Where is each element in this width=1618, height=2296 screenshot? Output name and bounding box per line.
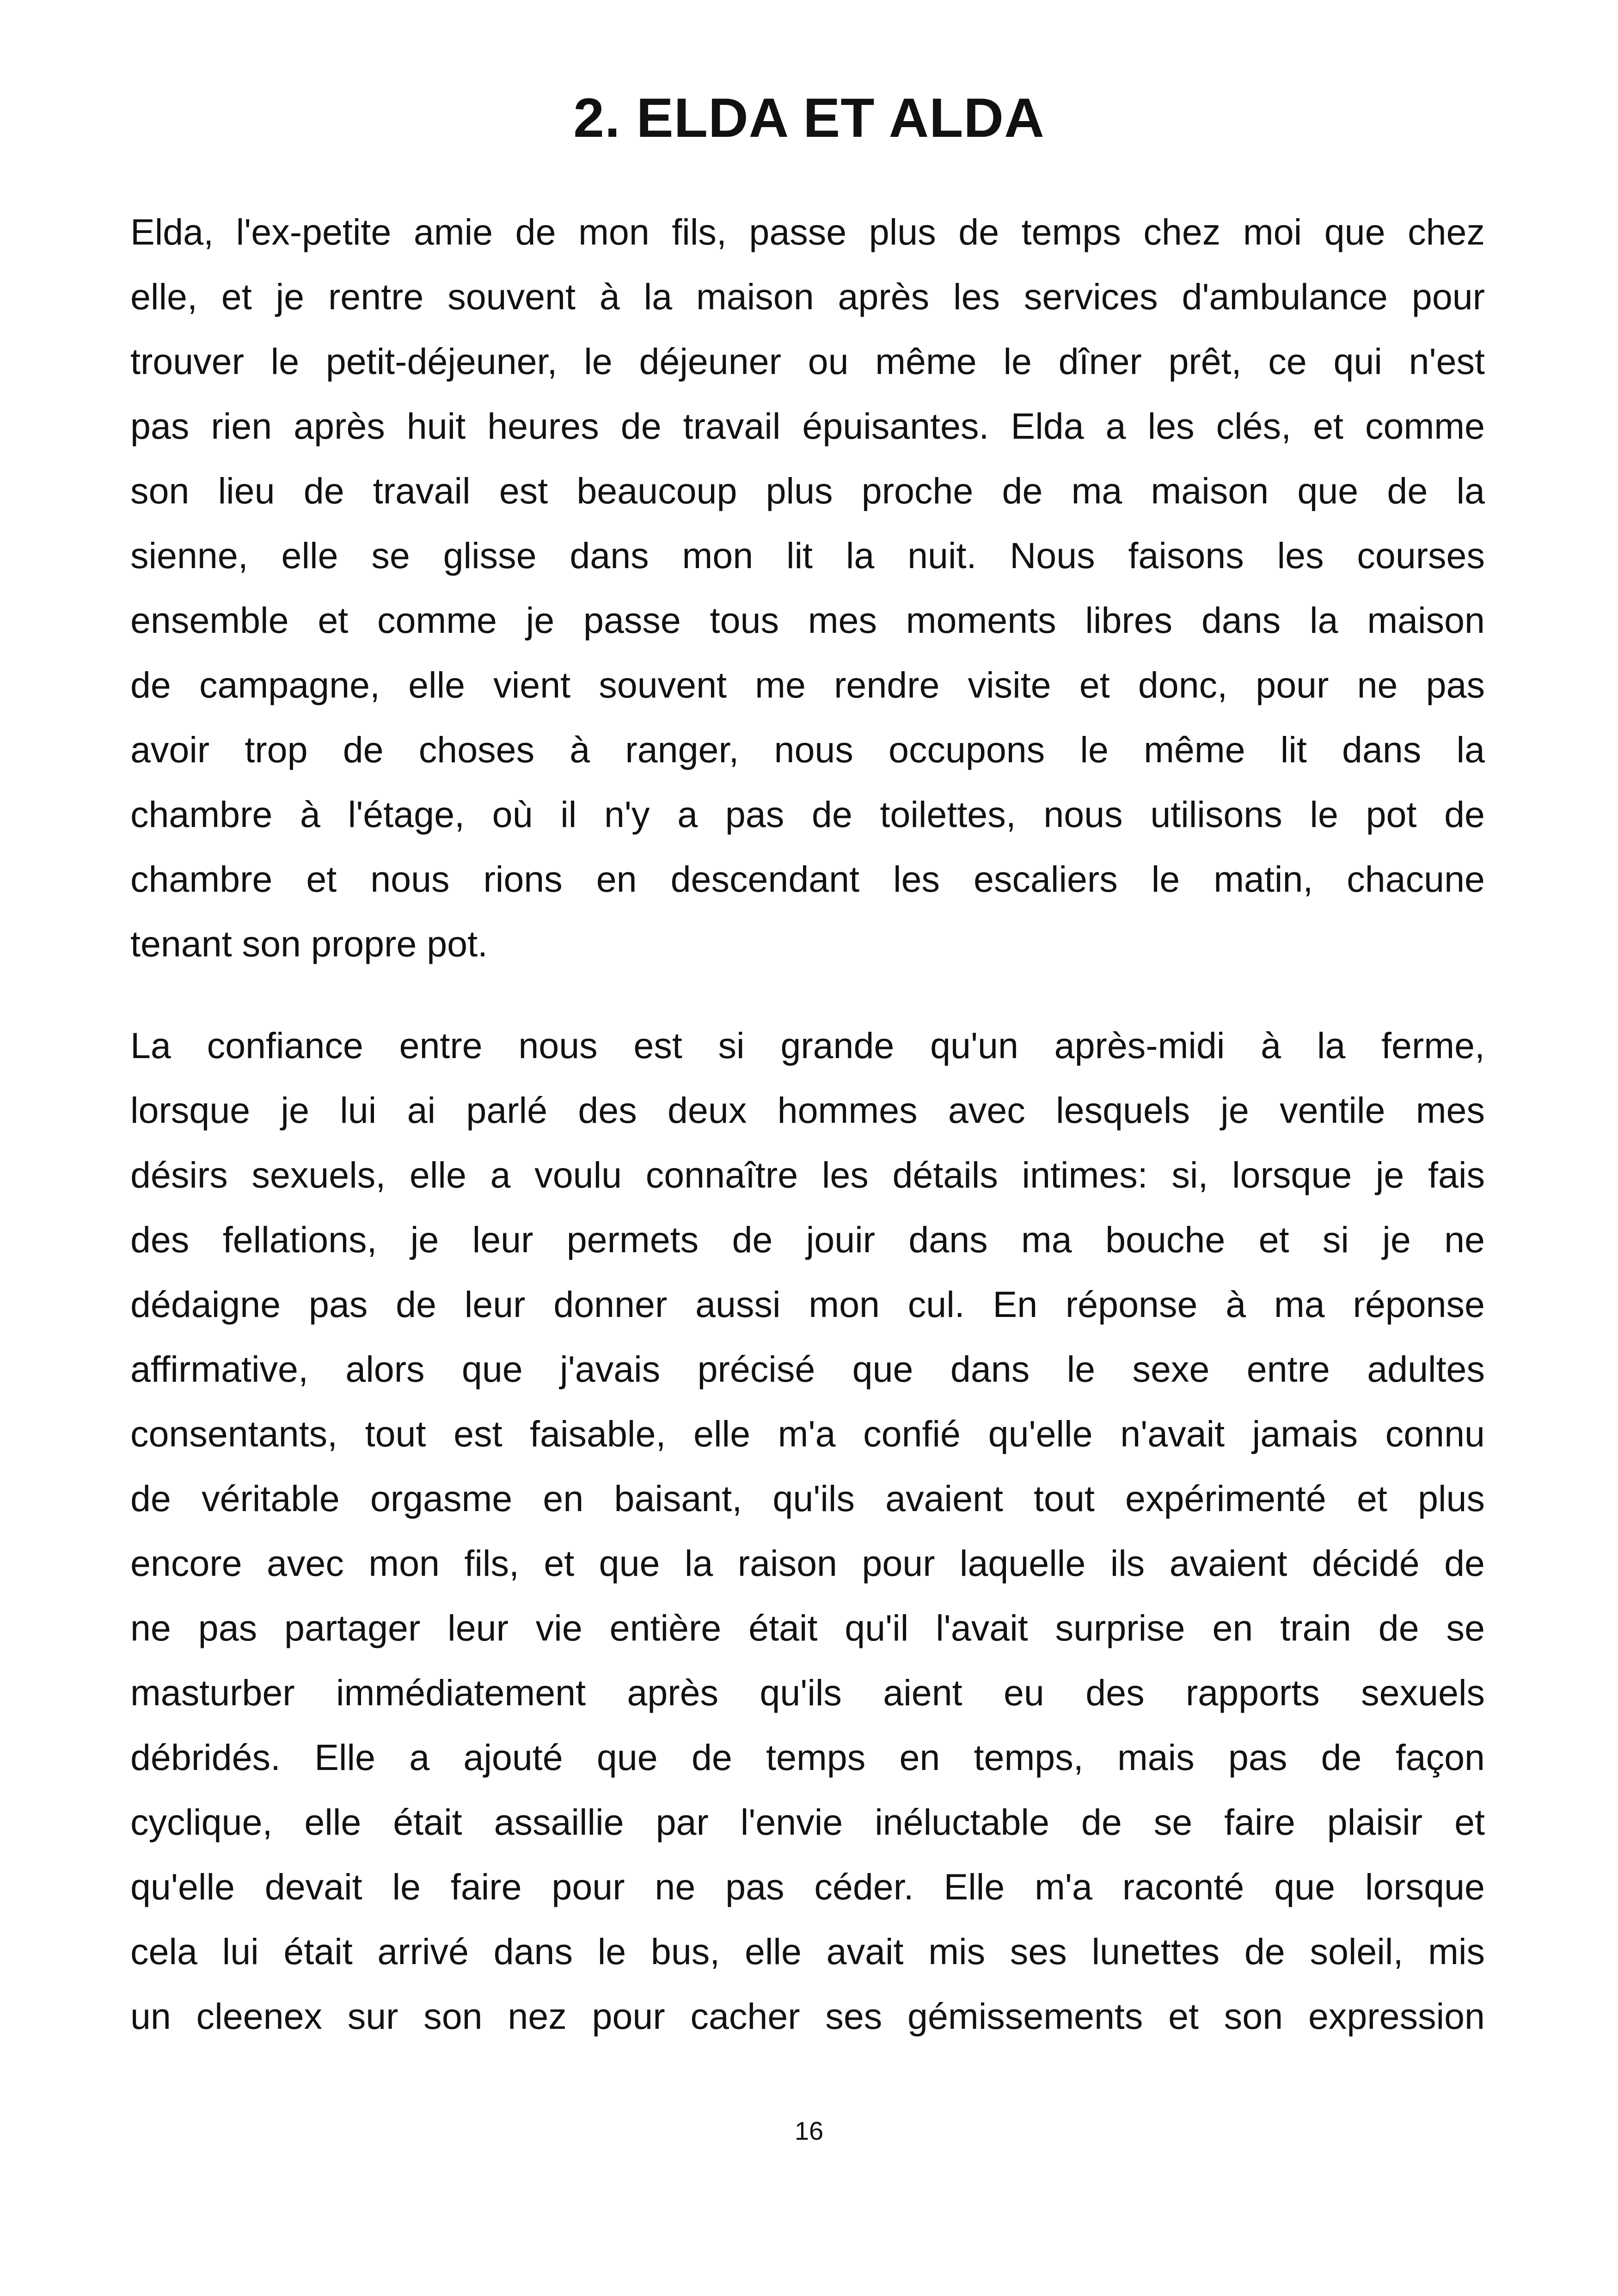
- text-line: son lieu de travail est beaucoup plus proche de ma maison que de la: [130, 470, 1485, 511]
- text-line: des fellations, je leur permets de jouir dans ma bouche et si je ne: [130, 1219, 1485, 1260]
- paragraph-2: [130, 1013, 1485, 2049]
- page-number: 16: [794, 2116, 824, 2145]
- text-line: un cleenex sur son nez pour cacher ses gémissements et son expression: [130, 1996, 1485, 2037]
- text-line: affirmative, alors que j'avais précisé que dans le sexe entre adultes: [130, 1348, 1485, 1390]
- text-line: La confiance entre nous est si grande qu'un après-midi à la ferme,: [130, 1025, 1485, 1066]
- text-line: encore avec mon fils, et que la raison pour laquelle ils avaient décidé de: [130, 1543, 1485, 1584]
- text-line: sienne, elle se glisse dans mon lit la nuit. Nous faisons les courses: [130, 535, 1485, 576]
- chapter-title: 2. ELDA ET ALDA: [573, 87, 1045, 149]
- text-line: pas rien après huit heures de travail épuisantes. Elda a les clés, et comme: [130, 405, 1485, 447]
- text-line: débridés. Elle a ajouté que de temps en temps, mais pas de façon: [130, 1737, 1485, 1778]
- text-line: Elda, l'ex-petite amie de mon fils, passe plus de temps chez moi que chez: [130, 211, 1485, 252]
- text-line: ensemble et comme je passe tous mes moments libres dans la maison: [130, 600, 1485, 641]
- text-line: chambre et nous rions en descendant les escaliers le matin, chacune: [130, 858, 1485, 900]
- text-line: lorsque je lui ai parlé des deux hommes avec lesquels je ventile mes: [130, 1090, 1485, 1131]
- text-line: de campagne, elle vient souvent me rendre visite et donc, pour ne pas: [130, 664, 1485, 705]
- text-line: masturber immédiatement après qu'ils aient eu des rapports sexuels: [130, 1672, 1485, 1713]
- text-line: tenant son propre pot.: [130, 923, 488, 964]
- text-line: consentants, tout est faisable, elle m'a confié qu'elle n'avait jamais connu: [130, 1413, 1485, 1454]
- text-line: dédaigne pas de leur donner aussi mon cul. En réponse à ma réponse: [130, 1284, 1485, 1325]
- text-line: chambre à l'étage, où il n'y a pas de toilettes, nous utilisons le pot de: [130, 794, 1485, 835]
- text-line: trouver le petit-déjeuner, le déjeuner ou même le dîner prêt, ce qui n'est: [130, 341, 1485, 382]
- text-line: avoir trop de choses à ranger, nous occupons le même lit dans la: [130, 729, 1485, 770]
- text-line: cyclique, elle était assaillie par l'envie inéluctable de se faire plaisir et: [130, 1801, 1485, 1843]
- paragraph-1: [130, 200, 1485, 976]
- text-line: cela lui était arrivé dans le bus, elle avait mis ses lunettes de soleil, mis: [130, 1931, 1485, 1972]
- text-line: de véritable orgasme en baisant, qu'ils avaient tout expérimenté et plus: [130, 1478, 1485, 1519]
- text-line: elle, et je rentre souvent à la maison après les services d'ambulance pour: [130, 276, 1485, 317]
- text-line: désirs sexuels, elle a voulu connaître les détails intimes: si, lorsque je fais: [130, 1154, 1485, 1195]
- text-line: qu'elle devait le faire pour ne pas céder. Elle m'a raconté que lorsque: [130, 1866, 1485, 1907]
- text-line: ne pas partager leur vie entière était qu'il l'avait surprise en train de se: [130, 1607, 1485, 1648]
